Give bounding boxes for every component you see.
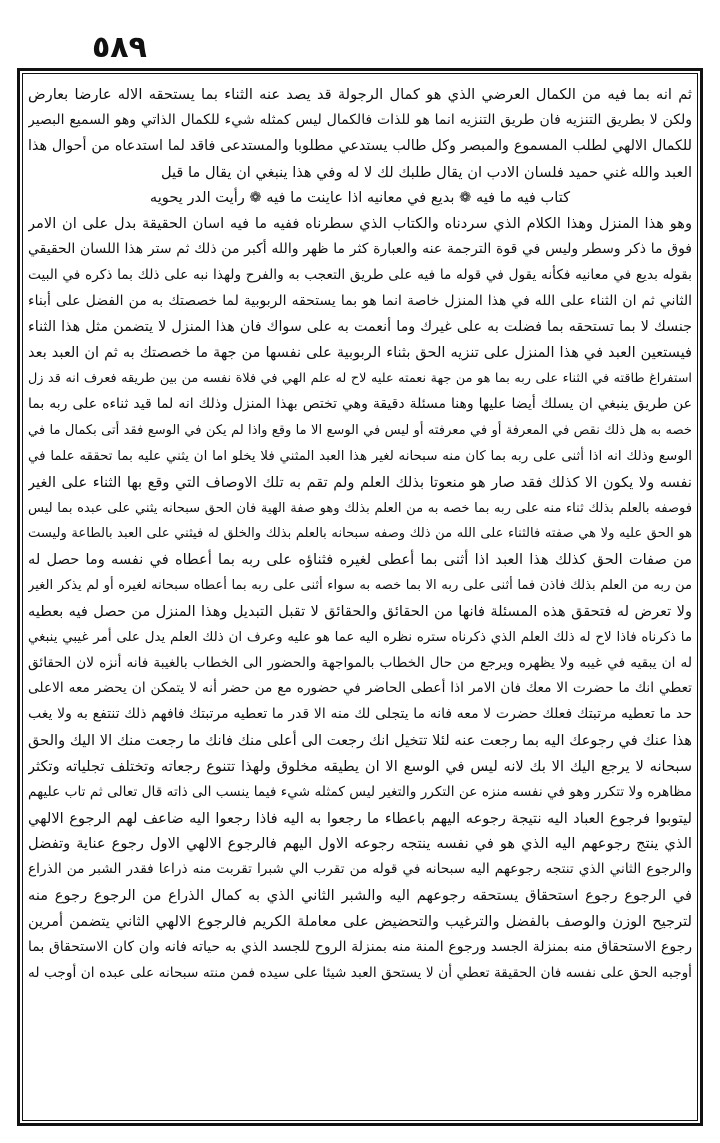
text-line: هو الحق عليه ولا هي صفته فالثناء على الله من ذلك وصفه سبحانه بالعلم بذلك والخلق له فيثني على العبد بالطاعة وليست xyxy=(28,526,692,542)
text-line xyxy=(28,987,692,1013)
text-line: في الرجوع رجوع استحقاق يستحقه رجوعهم اليه والشبر الثاني الذي به كمال الذراع من الرجوع رجوع منه xyxy=(28,887,692,905)
page-number: ٥٨٩ xyxy=(92,30,147,65)
text-line: بقوله بديع في معانيه فكأنه يقول في قوله ما فيه على طريق التعجب به والفرح ولهذا نبه على ذلك بما ذكره في البيت xyxy=(28,266,692,283)
text-line: نفسه ولا يكون الا كذلك فقد صار هو منعوتا بذلك العلم ولم تقم به تلك الاوصاف التي وقع بها الثناء على الغير xyxy=(28,473,692,491)
text-line: سبحانه لا يرجع اليك الا بك لانه ليس في الوسع الا ان يطيقه مخلوق ولهذا تتنوع رجعاته وتختلف تجلياته وتكثر xyxy=(28,757,692,775)
text-line: ولكن لا بطريق التنزيه فان طريق التنزيه انما هو للذات فالكمال ليس كمثله شيء للكمال الذاتي وهو السميع البصير xyxy=(28,111,692,128)
text-line: وهو هذا المنزل وهذا الكلام الذي سردناه والكتاب الذي سطرناه ففيه ما فيه اسان الحقيقة بدل على ان الامر xyxy=(28,215,692,233)
poem-verse: كتاب فيه ما فيه ❁ بديع في معانيه اذا عاينت ما فيه ❁ رأيت الدر يحويه xyxy=(149,189,571,207)
text-line: ثم انه بما فيه من الكمال العرضي الذي هو كمال الرجولة قد يصد عنه الثناء بما يستحقه الاله عارضا بعارض xyxy=(28,86,692,103)
text-line: من ربه من العلم بذلك فاذن فما أثنى على ربه الا بما خصه به سواء أثنى على ربه بما أعطاه سبحانه لغيره أو لم يذكر الغير xyxy=(28,578,692,594)
text-line: مظاهره ولا تتكرر وهو في نفسه منزه عن التكرر والتغير ليس كمثله شيء فيما ينسب الى ذاته قال تعالى ثم تاب عليهم xyxy=(28,783,692,800)
text-line: رجوع الاستحقاق منه بمنزلة الجسد ورجوع المنة منه بمنزلة الروح للجسد الذي به حياته فانه وان كان الاستحقاق بما xyxy=(28,938,692,955)
text-line: الذي ينتج رجوعهم اليه الذي هو في نفسه ينتجه رجوعه الاول اليهم فالرجوع الالهي الاول رجوع عناية وتفضل xyxy=(28,835,692,853)
text-line: ليتوبوا فرجوع العباد اليه نتيجة رجوعه اليهم باعطاء ما رجعوا به اليه فاذا رجعوا اليه ضاعف لهم الرجوع الالهي xyxy=(28,809,692,827)
text-line: خصه به هل ذلك نقص في المعرفة أو في معرفته أو ليس في الوسع الا ما وقع واذا لم يكن في الوسع فقد أتى بكمال ما في xyxy=(28,422,692,438)
text-line: ما ذكرناه فاذا لاح له ذلك العلم الذي ذكرناه ستره نظره اليه عما هو عليه وعرف ان ذلك العلم يدل على أمر غيبي ينبغي xyxy=(28,629,692,645)
text-line: حد ما تعطيه مرتبتك فعلك حضرت لا معه فانه ما يتجلى لك منه الا قدر ما تعطيه مرتبتك فافهم ذلك تنتفع به ولا يغب xyxy=(28,706,692,723)
text-line: له ان يبقيه في غيبه ولا يظهره ويرجع من حال الخطاب بالمواجهة والحضور الى الخطاب بالغيبة فانه أنزه لان الحقائق xyxy=(28,654,692,671)
text-line: من صفات الحق كذلك هذا العبد اذا أثنى بما أعطى لغيره فثناؤه على ربه بما أعطاه في نفسه وما حصل له xyxy=(28,551,692,569)
text-line: الثاني ثم ان الثناء على الله في هذا المنزل خاصة انما هو بما يستحقه الربوبية لما خصصتك به من الفضل على أبناء xyxy=(28,292,692,309)
text-line: والرجوع الثاني الذي تنتجه رجوعهم اليه سبحانه في قوله من تقرب الي شبرا تقربت منه ذراعا فقدر الشبر من الذراع xyxy=(28,861,692,878)
text-line: للكمال الالهي لطلب المسموع والمبصر وكل طالب يستدعي مطلوبا والمستدعى فاقد لما استدعاه من أحوال هذا xyxy=(28,137,692,154)
text-line: تعطي انك ما حضرت الا معك فان الامر اذا أعطى الحاضر في حضوره مع من حضر أنه لا يتمكن ان يحضر معه الاعلى xyxy=(28,680,692,697)
text-line: فوصفه بالعلم بذلك ثناء منه على ربه بما خصه به من العلم بذلك وهو صفة الهية فان الحق سبحانه يثني على عبده بما ليس xyxy=(28,500,692,516)
text-line xyxy=(28,1012,692,1038)
page-body xyxy=(28,82,692,1116)
text-line: أوجبه الحق على نفسه فان الحقيقة تعطي أن لا يستحق العبد شيئا على سيده فمن منته سبحانه على عبده ان أوجب له xyxy=(28,964,692,981)
text-line: فيستعين العبد في هذا المنزل على تنزيه الحق بثناء الربوبية على نفسها من جهة ما خصصتك به ثم ان العبد بعد xyxy=(28,344,692,362)
text-line: العبد والله غني حميد فلسان الادب ان يقال طلبك لك لا له وفي هذا ينبغي ان يقال ما قيل xyxy=(160,163,692,181)
text-line: جنسك لا بما تستحقه بما فضلت به على غيرك وما أنعمت به على سواك فان هذا المنزل لا يتضمن مثل هذا الثناء xyxy=(28,318,692,335)
text-line: الوسع وذلك انه اذا أثنى على ربه بما كان منه سبحانه لغير هذا العبد المثني فلا يخلو اما ان يثني عليه بما تحققه علما في xyxy=(28,448,692,464)
text-line: هذا عنك في رجوعك اليه بما رجعت عنه لئلا تتخيل انك رجعت الى أعلى منك فانك ما رجعت منك الا اليك والحق xyxy=(28,732,692,750)
text-line: لترجيح الوزن والوصف بالفضل والترغيب والتحضيض على معاملة الكريم فالرجوع الالهي الثاني يتضمن أمرين xyxy=(28,913,692,930)
text-line: فوق ما ذكر وسطر وليس في قوة الترجمة عنه والعبارة كثر ما ظهر والله أكبر من ذلك ثم ستر هذا اللسان الحقيقي xyxy=(28,241,692,258)
text-line: عن طريق ينبغي ان يسلك أيضا عليها وهنا مسئلة دقيقة وهي تختص بهذا المنزل وذلك انه لما قيد ثناءه على ربه بما xyxy=(28,396,692,413)
text-line: ولا تعرض له فتحقق هذه المسئلة فانها من الحقائق والحقائق لا تقبل التبديل وهذا المنزل من حصل فيه بعطيه xyxy=(28,602,692,620)
text-line: استفراغ طاقته في الثناء على ربه بما هو من جهة نعمته عليه لاح له علم الهي في فلاة نفسه من بين طريقه فعرف انه قد زل xyxy=(28,371,692,387)
